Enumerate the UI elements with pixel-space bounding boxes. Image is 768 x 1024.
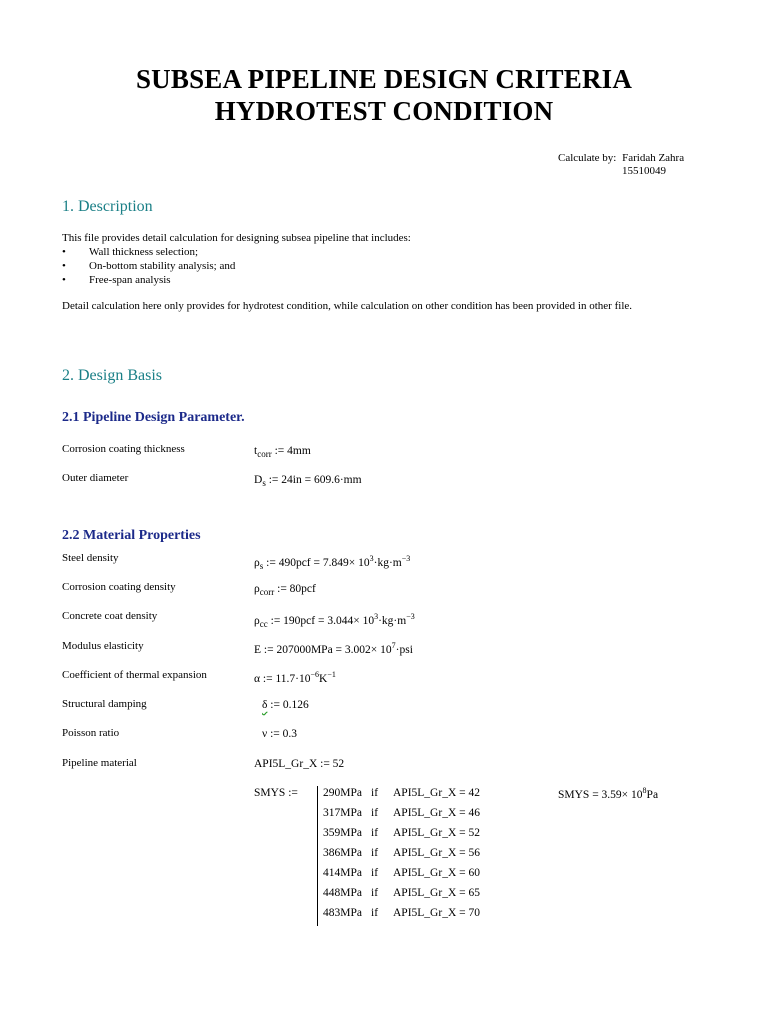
- param-label-modulus: Modulus elasticity: [62, 640, 144, 652]
- smys-case-row: [323, 887, 480, 899]
- list-item: • On-bottom stability analysis; and: [62, 259, 235, 273]
- author-name: Faridah Zahra: [622, 152, 685, 164]
- math-unit: K: [319, 673, 328, 685]
- math-subscript: corr: [259, 587, 275, 597]
- description-note: Detail calculation here only provides for hydrotest condition, while calculation on other condition has been provided in other file.: [62, 300, 633, 312]
- math-unit: ·kg·m: [378, 615, 407, 627]
- math-symbol: D: [254, 474, 263, 486]
- math-unit: ·kg·m: [373, 557, 402, 569]
- subsection-heading-pipeline-design-parameter: 2.1 Pipeline Design Parameter.: [62, 410, 245, 425]
- description-bullet-list: [62, 245, 235, 287]
- list-item: • Wall thickness selection;: [62, 245, 235, 259]
- param-label-steel-density: Steel density: [62, 552, 119, 564]
- smys-case-value: 359MPa: [323, 827, 362, 839]
- param-label-poisson: Poisson ratio: [62, 727, 120, 739]
- document-title-line1: SUBSEA PIPELINE DESIGN CRITERIA: [135, 64, 633, 94]
- math-symbol: ρ: [254, 557, 260, 569]
- list-item: • Free-span analysis: [62, 273, 235, 287]
- math-expression: := 80pcf: [274, 583, 316, 595]
- math-expression: α := 11.7·10: [254, 673, 311, 685]
- smys-case-value: 483MPa: [323, 907, 362, 919]
- param-label-thermal-expansion: Coefficient of thermal expansion: [62, 669, 207, 681]
- param-label-material: Pipeline material: [62, 757, 137, 769]
- smys-case-condition: API5L_Gr_X = 60: [393, 867, 480, 879]
- math-exponent: 3: [374, 612, 379, 621]
- param-label-corrosion-density: Corrosion coating density: [62, 581, 176, 593]
- description-intro: This file provides detail calculation for designing subsea pipeline that includes:: [62, 232, 411, 244]
- smys-case-condition: API5L_Gr_X = 52: [393, 827, 480, 839]
- smys-case-row: [323, 867, 480, 879]
- math-symbol: ρ: [254, 583, 260, 595]
- document-title-line2: HYDROTEST CONDITION: [214, 96, 554, 126]
- param-value-corrosion-thickness: [254, 445, 311, 459]
- smys-case-keyword: if: [371, 867, 379, 879]
- math-expression: := 0.126: [267, 699, 309, 711]
- smys-result: [558, 786, 658, 801]
- param-value-material: API5L_Gr_X := 52: [254, 758, 345, 770]
- math-subscript: s: [259, 561, 264, 571]
- param-label-damping: Structural damping: [62, 698, 147, 710]
- smys-case-row: [323, 847, 480, 859]
- param-value-damping: [262, 699, 309, 711]
- math-expression: := 490pcf = 7.849× 10: [263, 557, 370, 569]
- smys-case-keyword: if: [371, 807, 379, 819]
- math-unit-exponent: −3: [406, 612, 415, 621]
- smys-case-condition: API5L_Gr_X = 42: [393, 787, 480, 799]
- param-value-poisson: ν := 0.3: [262, 728, 298, 740]
- param-value-corrosion-density: [254, 583, 316, 597]
- math-exponent: 8: [642, 786, 647, 795]
- param-label-concrete-density: Concrete coat density: [62, 610, 158, 622]
- smys-case-keyword: if: [371, 887, 379, 899]
- smys-bracket: [317, 786, 322, 926]
- math-expression: E := 207000MPa = 3.002× 10: [254, 644, 392, 656]
- smys-case-condition: API5L_Gr_X = 46: [393, 807, 480, 819]
- math-expression: SMYS = 3.59× 10: [558, 789, 643, 801]
- smys-case-value: 317MPa: [323, 807, 362, 819]
- smys-case-keyword: if: [371, 907, 379, 919]
- math-subscript: cc: [259, 619, 268, 629]
- math-unit: ·psi: [395, 644, 413, 656]
- math-expression: := 190pcf = 3.044× 10: [267, 615, 375, 627]
- math-unit-exponent: −3: [401, 554, 411, 563]
- math-exponent: −6: [310, 670, 319, 679]
- math-symbol: ρ: [254, 615, 260, 627]
- param-value-concrete-density: [254, 612, 415, 629]
- smys-case-keyword: if: [371, 787, 379, 799]
- smys-case-condition: API5L_Gr_X = 56: [393, 847, 480, 859]
- smys-case-condition: API5L_Gr_X = 65: [393, 887, 480, 899]
- math-symbol: δ: [262, 699, 268, 711]
- math-unit-exponent: −1: [327, 670, 336, 679]
- math-expression: := 4mm: [271, 445, 311, 457]
- author-id: 15510049: [622, 165, 666, 177]
- section-heading-design-basis: 2. Design Basis: [62, 367, 162, 384]
- param-value-modulus: [254, 641, 413, 656]
- smys-lhs: SMYS :=: [254, 787, 298, 799]
- smys-case-value: 290MPa: [323, 787, 362, 799]
- smys-case-value: 414MPa: [323, 867, 362, 879]
- author-label: Calculate by:: [558, 152, 617, 164]
- math-symbol: t: [254, 445, 258, 457]
- math-unit: Pa: [646, 789, 659, 801]
- smys-case-keyword: if: [371, 827, 379, 839]
- smys-case-row: [323, 827, 480, 839]
- param-label-corrosion-thickness: Corrosion coating thickness: [62, 443, 185, 455]
- subsection-heading-material-properties: 2.2 Material Properties: [62, 528, 201, 543]
- math-exponent: 7: [391, 641, 396, 650]
- smys-case-row: [323, 807, 480, 819]
- section-heading-description: 1. Description: [62, 198, 153, 215]
- param-value-steel-density: [254, 554, 410, 571]
- param-value-thermal-expansion: [254, 670, 336, 685]
- math-subscript: s: [262, 478, 266, 488]
- param-value-outer-diameter: [254, 474, 362, 488]
- math-expression: := 24in = 609.6·mm: [265, 474, 362, 486]
- param-label-outer-diameter: Outer diameter: [62, 472, 129, 484]
- smys-case-row: [323, 787, 480, 799]
- smys-case-condition: API5L_Gr_X = 70: [393, 907, 480, 919]
- smys-case-keyword: if: [371, 847, 379, 859]
- smys-case-value: 448MPa: [323, 887, 362, 899]
- smys-case-value: 386MPa: [323, 847, 362, 859]
- math-subscript: corr: [257, 449, 272, 459]
- math-exponent: 3: [369, 554, 374, 563]
- author-block: [558, 152, 684, 164]
- smys-case-row: [323, 907, 480, 919]
